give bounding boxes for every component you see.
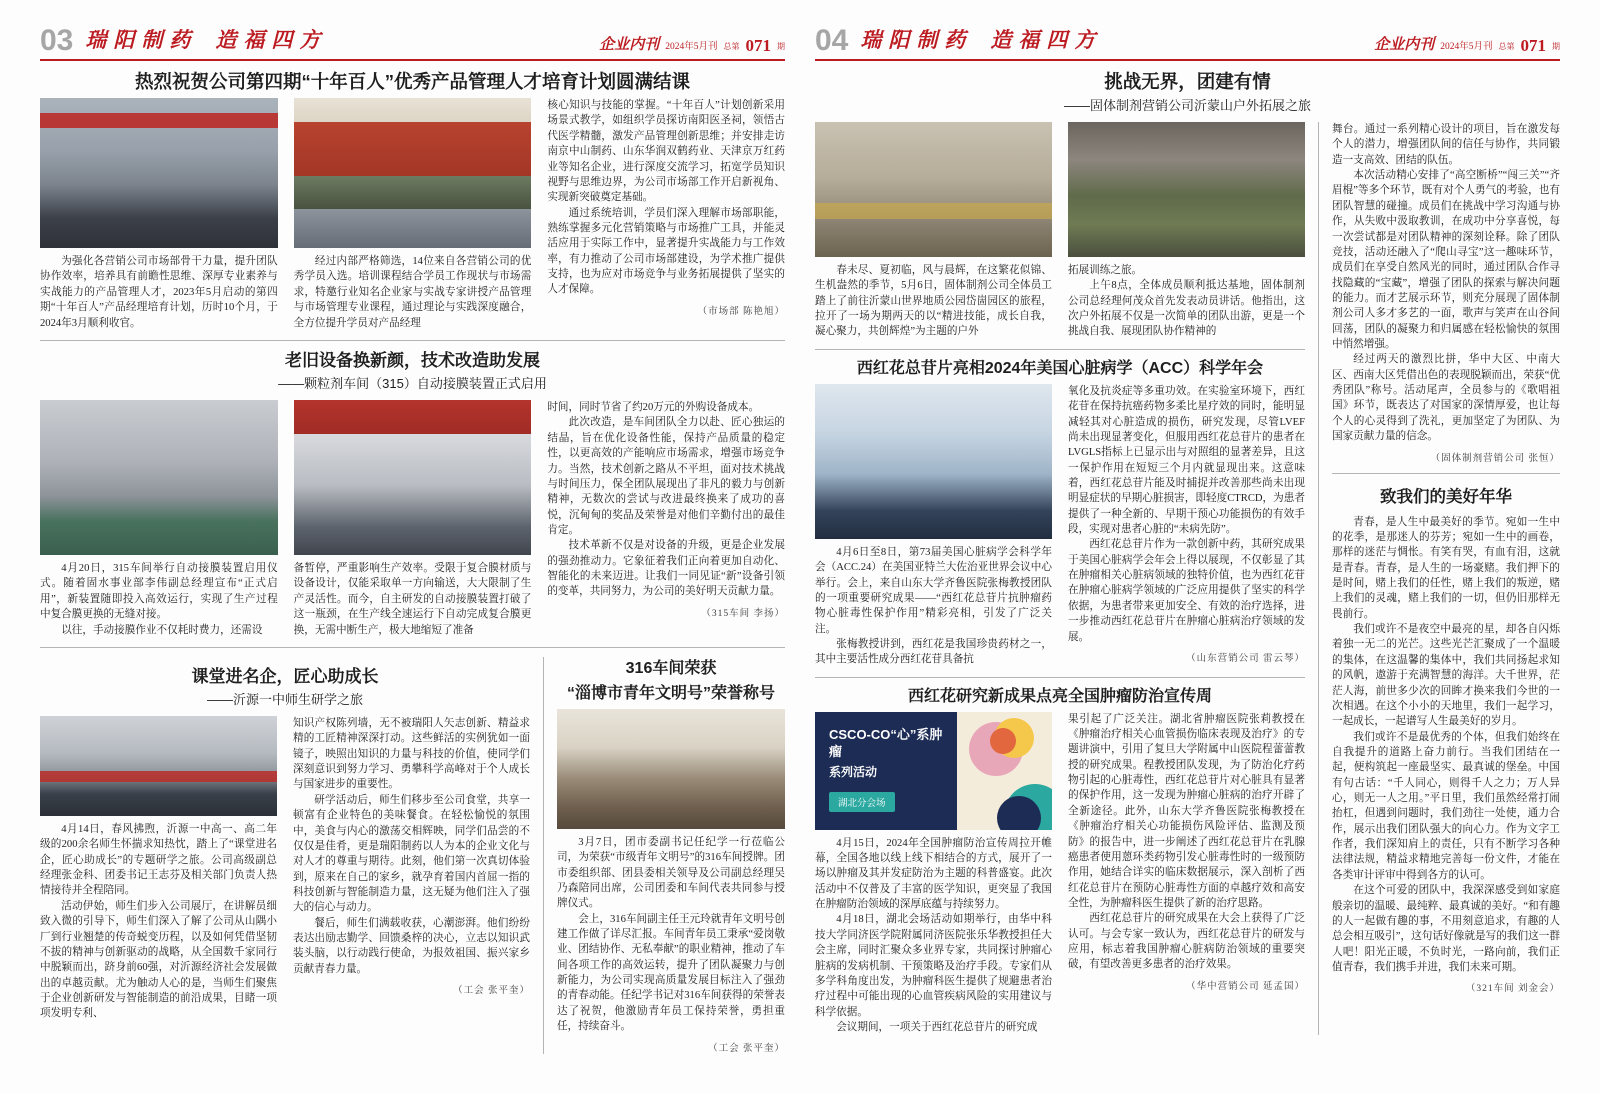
paragraph: 研学活动后，师生们移步至公司食堂，共享一顿富有企业特色的美味餐食。在轻松愉悦的氛围中，美食与内心的激荡交相辉映，同学们品尝的不仅仅是佳肴，更是瑞阳制药以人为本的企业文化与对人才的尊重与期待。此刻，他们第一次真切体验到，原来在自己的家乡，就孕育着国内首屈一指的科技创新与智能制造力量，这无疑为他们注入了强大的信心与动力。 [293, 794, 530, 914]
issue-info [599, 33, 785, 54]
article-title-line2: “淄博市青年文明号”荣誉称号 [566, 684, 775, 702]
byline: （工会 张平奎） [453, 986, 530, 997]
article-talent-program [40, 70, 785, 331]
csco-graphic-shapes [957, 712, 1052, 830]
paragraph: 备暂停，严重影响生产效率。受限于复合膜材质与设备设计，仅能采取单一方向输送，大大限制了生产灵活性。而今，自主研发的自动接膜装置打破了这一瓶颈，在生产线全速运行下自动完成复合膜更换，无需中断生产，极大地缩短了准备 [293, 563, 532, 636]
issue-date: 2024年5月刊 [1440, 42, 1493, 52]
page4-right-column [1319, 122, 1560, 1035]
paragraph: 以往，手动接膜作业不仅耗时费力，还需设 [61, 624, 263, 636]
byline: （固体制剂营销公司 张恒） [1430, 453, 1560, 464]
photo-outdoor-team-activity [815, 122, 1052, 257]
section-divider [815, 677, 1305, 678]
article-youth-essay [1332, 483, 1560, 995]
brand-name: 瑞阳制药 [85, 28, 198, 52]
article-column [547, 98, 785, 331]
paragraph: 拓展训练之旅。 [1068, 265, 1143, 277]
paragraph: 氧化及抗炎症等多重功效。在实验室环境下，西红花苷在保持抗癌药物多柔比星疗效的同时，能明显减轻其对心脏造成的损伤，研究发现，尽管LVEF尚未出现显著变化，但服用西红花总苷片的患者在LVGLS指标上已显示出与对照组的显著差异，且这一保护作用在短短三个月内就显现出来。这意味着，西红花总苷片能及时捕捉并改善那些尚未出现明显症状的早期心脏损害，即轻度CTRCD，为患者提供了一种全新的、早期干预心功能损伤的有效手段，实现对患者心脏的“未病先防”。 [1068, 385, 1305, 536]
article-title: 挑战无界，团建有情 [1104, 71, 1271, 92]
article-column [40, 98, 278, 331]
article-columns [40, 98, 785, 331]
article-column [40, 716, 277, 1022]
photo-students-group [40, 716, 277, 816]
paragraph: 会议期间，一项关于西红花总苷片的研究成 [836, 1022, 1038, 1033]
paragraph: 经过两天的激烈比拼，华中大区、中南大区、西南大区凭借出色的表现脱颖而出，荣获“优秀团队”称号。活动尾声，全员参与的《歌唱祖国》环节，既表达了对国家的深情厚爱，也让每个人的心灵得到了洗礼，更加坚定了为团队、为国家贡献力量的信念。 [1332, 354, 1560, 443]
csco-graphic-text [815, 712, 957, 830]
article-column [1068, 384, 1305, 668]
paragraph: 此次改造，是车间团队全力以赴、匠心独运的结晶，旨在优化设备性能，保持产品质量的稳定性，以更高效的产能响应市场需求，增强市场竞争力。当然，技术创新之路从不平坦，面对技术挑战与时间压力，保全团队展现出了非凡的毅力与创新精神，无数次的尝试与改进最终换来了成功的喜悦，沉甸甸的奖品及荣誉是对他们辛勤付出的最佳肯定。 [547, 417, 785, 536]
page3-masthead [40, 24, 785, 61]
photo-award-banner-workers [294, 400, 532, 555]
paragraph: 上午8点，全体成员顺利抵达基地，固体制剂公司总经理何茂众首先发表动员讲话。他指出，这次户外拓展不仅是一次简单的团队出游，更是一个挑战自我、展现团队协作精神的 [1068, 280, 1305, 338]
page4-number: 04 [815, 24, 849, 57]
article-column [40, 400, 278, 638]
byline: （山东营销公司 雷云琴） [1186, 653, 1305, 664]
byline: （315车间 李扬） [701, 608, 785, 619]
article-column [815, 122, 1052, 340]
photo-indoor-team-formation [1068, 122, 1305, 257]
section-divider [40, 340, 785, 341]
article-column [294, 400, 532, 638]
issue-suffix: 期 [777, 42, 785, 51]
page4-masthead [815, 24, 1560, 61]
paragraph: 时间，同时节省了约20万元的外购设备成本。 [547, 402, 760, 414]
publication-name: 企业内刊 [599, 37, 660, 53]
article-title: 课堂进名企，匠心助成长 [191, 666, 379, 686]
paragraph: 3月7日，团市委副书记任纪学一行莅临公司，为荣获“市级青年文明号”的316车间授牌。团市委组织部、团县委相关领导及公司副总经理吴乃森陪同出席，公司团委和车间代表共同参与授牌仪式。 [557, 836, 785, 910]
article-columns [40, 400, 785, 638]
article-title: 热烈祝贺公司第四期“十年百人”优秀产品管理人才培育计划圆满结课 [134, 71, 690, 92]
byline: （市场部 陈艳旭） [697, 306, 785, 317]
paragraph: 4月18日，湖北会场活动如期举行，由华中科技大学同济医学院附属同济医院张乐华教授担任大会主席，同时汇聚众多业界专家，共同探讨肿瘤心脏病的发病机制、干预策略及治疗手段。专家们从多学科角度出发，为肿瘤科医生提供了规避患者治疗过程中可能出现的心血管疾病风险的实用建议与科学依据。 [815, 914, 1052, 1018]
issue-prefix: 总第 [723, 42, 740, 51]
article-columns [815, 712, 1305, 1036]
page3-bottom-region [40, 657, 785, 1054]
article-title-line1: 316车间荣获 [625, 659, 717, 677]
brand-slogan: 造福四方 [990, 28, 1103, 52]
byline: （华中营销公司 延孟国） [1186, 981, 1305, 992]
article-title: 西红花研究新成果点亮全国肿瘤防治宣传周 [907, 687, 1212, 705]
decorative-circle [990, 728, 1016, 754]
paragraph: 青春，是人生中最美好的季节。宛如一生中的花季，是那迷人的芬芳；宛如一生中的画卷，那样的迷茫与惆怅。有笑有哭，有血有泪，这就是青春。青春，是人生的一场豪赌。我们押下的是时间，赌上我们的任性，赌上我们的叛逆，赌上我们的灵魂，赌上我们的一切，但仍旧那样无畏前行。 [1332, 516, 1560, 620]
paragraph: 舞台。通过一系列精心设计的项目，旨在激发每个人的潜力，增强团队间的信任与协作，共同锻造一支高效、团结的队伍。 [1332, 124, 1560, 166]
article-school-visit [40, 657, 544, 1054]
page4-left-area [815, 122, 1319, 1035]
page4-main-region [815, 122, 1560, 1035]
paragraph: 本次活动精心安排了“高空断桥”“闯三关”“齐眉棍”等多个环节，既有对个人勇气的考验，也有团队智慧的碰撞。成员们在挑战中学习沟通与协作，从失败中汲取教训，在成功中分享喜悦，每一次尝试都是对团队精神的深刻诠释。除了团队竞技，活动还融入了“爬山寻宝”这一趣味环节，成员们在享受自然风光的同时，通过团队合作寻找隐藏的“宝藏”，增强了团队的探索与解决问题的能力。而才艺展示环节，则充分展现了固体制剂公司人多才多艺的一面，歌声与笑声在山谷间回荡，团队的凝聚力和归属感在轻松愉快的氛围中悄然增强。 [1332, 170, 1560, 351]
issue-prefix: 总第 [1498, 42, 1515, 51]
article-column [1068, 712, 1305, 1036]
byline: （321车间 刘金会） [1465, 984, 1560, 995]
page3-number: 03 [40, 24, 74, 57]
paragraph: 会上，316车间副主任王元玲就青年文明号创建工作做了详尽汇报。车间青年员工秉承“爱岗敬业、团结协作、无私奉献”的职业精神，推动了车间各项工作的高效运转，提升了团队凝聚力与创新能力，为公司实现高质量发展目标注入了强劲的青春动能。任纪学书记对316车间获得的荣誉表达了祝贺，他激励青年员工保持荣誉，勇担重任，持续奋斗。 [557, 913, 785, 1033]
article-column [294, 98, 532, 331]
paragraph: 4月14日，春风拂煦，沂源一中高一、高二年级的200余名师生怀揣求知热忱，踏上了“课堂进名企，匠心助成长”的专题研学之旅。公司高级副总经理张金科、团委书记王志芬及相关部门负责人热情接待并全程陪同。 [40, 824, 277, 897]
article-column [1068, 122, 1305, 340]
publication-name: 企业内刊 [1374, 37, 1435, 53]
brand-slogan: 造福四方 [215, 28, 328, 52]
photo-award-ceremony-room [557, 709, 785, 829]
article-column [815, 384, 1052, 668]
page-04 [815, 24, 1560, 1076]
byline: （工会 张平奎） [708, 1043, 785, 1054]
csco-title-line2: 系列活动 [829, 764, 878, 779]
paragraph: 张梅教授讲到，西红花是我国珍贵药材之一，其中主要活性成分西红花苷具备抗 [815, 638, 1052, 666]
section-divider [40, 647, 785, 648]
page-03 [40, 24, 785, 1076]
issue-number: 071 [1520, 36, 1546, 55]
brand-name: 瑞阳制药 [860, 28, 973, 52]
article-acc-conference [815, 359, 1305, 668]
paragraph: 技术革新不仅是对设备的升级，更是企业发展的强劲推动力。它象征着我们正向着更加自动化、智能化的未来迈进。让我们一同见证“新”设备引领的变革，共同努力，为公司的美好明天贡献力量。 [547, 540, 785, 598]
photo-training-class-group [40, 98, 278, 248]
paragraph: 活动伊始，师生们步入公司展厅，在讲解员细致入微的引导下，师生们深入了解了公司从山隅小厂到行业翘楚的传奇蜕变历程，以及如何凭借坚韧不拔的精神与创新驱动的战略，从全国数千家同行中脱颖而出，跻身前60强，对沂源经济社会发展做出的卓越贡献。尤为触动人心的是，当师生们聚焦于企业创新研发与智能制造的前沿成果，目睹一项项发明专利、 [40, 900, 277, 1020]
paragraph: 核心知识与技能的掌握。“十年百人”计划创新采用场景式教学，如组织学员探访南阳医圣祠，领悟古代医学精髓，激发产品管理创新思维；并安排走访南京中山制药、山东华润双鹤药业、天津京万红药业等知名企业，进行深度交流学习，拓宽学员知识视野与思维边界，为公司市场部工作开启新视角、实现新突破奠定基础。 [547, 100, 785, 204]
section-divider [815, 349, 1305, 350]
article-title: 西红花总苷片亮相2024年美国心脏病学（ACC）科学年会 [856, 359, 1264, 377]
article-title: 致我们的美好年华 [1380, 487, 1512, 506]
paragraph: 在这个可爱的团队中，我深深感受到如家庭般亲切的温暖、最纯粹、最真诚的美好。“和有趣的人一起做有趣的事，不用刻意追求，有趣的人总会相互吸引”，这句话好像就是写的我们这一群人吧！阳光正暖，不负时光，一路向前，我们正值青春，我们携手并进，我们未来可期。 [1332, 885, 1560, 973]
csco-event-graphic [815, 712, 1052, 830]
article-teambuilding-columns [815, 122, 1305, 340]
article-subtitle: ——颗粒剂车间（315）自动接膜装置正式启用 [278, 376, 547, 392]
paragraph: 西红花总苷片的研究成果在大会上获得了广泛认可。与会专家一致认为，西红花总苷片的研发与应用，标志着我国肿瘤心脏病防治领域的重要突破，有望改善更多患者的治疗效果。 [1068, 913, 1305, 971]
article-subtitle: ——固体制剂营销公司沂蒙山户外拓展之旅 [1063, 98, 1311, 114]
issue-info [1374, 33, 1560, 54]
article-columns [815, 384, 1305, 668]
paragraph: 我们或许不是夜空中最亮的星，却各自闪烁着独一无二的光芒。这些光芒汇聚成了一个温暖的集体，在这温馨的集体中，我们共同扬起求知的风帆，遨游于充满智慧的海洋。大千世界，茫茫人海，前世多少次的回眸才换来我们今世的一次相遇。在这个小小的天地里，我们一起学习，一起成长，一起谱写人生最美好的岁月。 [1332, 624, 1560, 728]
photo-poster-presentation [815, 384, 1052, 539]
photo-workshop-machine [40, 400, 278, 555]
photo-nanyang-study-gate [294, 98, 532, 248]
paragraph: 4月20日，315车间举行自动接膜装置启用仪式。随着固水事业部李伟副总经理宣布“正式启用”，新装置随即投入高效运行，实现了生产过程中复合膜更换的无缝对接。 [40, 563, 278, 621]
article-column [293, 716, 530, 1022]
paragraph: 餐后，师生们满载收获，心潮澎湃。他们纷纷表达出励志勤学、回馈桑梓的决心，立志以知识武装头脑，以行动践行使命，为报效祖国、振兴家乡贡献青春力量。 [293, 917, 530, 975]
article-column [547, 400, 785, 638]
article-columns [40, 716, 530, 1022]
article-equipment-upgrade [40, 350, 785, 638]
article-subtitle: ——沂源一中师生研学之旅 [206, 692, 363, 708]
paragraph: 4月15日，2024年全国肿瘤防治宣传周拉开帷幕，全国各地以线上线下相结合的方式，展开了一场以肿瘤及其并发症防治为主题的科普盛宴。此次活动中不仅普及了丰富的医学知识，更突显了我国在肿瘤防治领域的深厚底蕴与持续努力。 [815, 837, 1052, 911]
article-tumor-prevention-week [815, 687, 1305, 1036]
article-column [815, 712, 1052, 1036]
issue-date: 2024年5月刊 [665, 42, 718, 52]
paragraph: 通过系统培训，学员们深入理解市场部职能，熟练掌握多元化营销策略与市场推广工具，并能灵活应用于实际工作中，显著提升实战能力与工作效率，有力推动了公司市场部建设，为学术推广提供支持，也为应对市场竞争与业务拓展提供了坚实的人才保障。 [547, 207, 785, 296]
article-title: 老旧设备换新颜，技术改造助发展 [285, 350, 540, 370]
paragraph: 果引起了广泛关注。湖北省肿瘤医院张莉教授在《肿瘤治疗相关心血管损伤临床表现及治疗》的专题讲演中，引用了复旦大学附属中山医院程蕾蕾教授的研究成果。程教授团队发现，为了防治化疗药物引起的心脏毒性，西红花总苷片对心脏具有显著的保护作用，这一发现为肿瘤心脏病的治疗开辟了全新途径。此外，山东大学齐鲁医院张梅教授在《肿瘤治疗相关心功能损伤风险评估、监测及预防》的报告中，进一步阐述了西红花总苷片在乳腺癌患者使用蒽环类药物引发心脏毒性时的一级预防作用，她结合详实的临床数据展示，深入剖析了西红花总苷片在预防心脏毒性方面的卓越疗效和高安全性，为肿瘤科医生提供了新的治疗思路。 [1068, 713, 1305, 909]
paragraph: 西红花总苷片作为一款创新中药，其研究成果于美国心脏病学会年会上得以展现，不仅彰显了其在肿瘤相关心脏病领域的独特价值，也为西红花苷在肿瘤心脏病学领域的广泛应用提供了坚实的科学依据，为患者带来更加安全、有效的治疗选择，进一步推动西红花总苷片在肿瘤心脏病治疗领域的发展。 [1068, 539, 1305, 643]
paragraph: 知识产权陈列墙，无不被瑞阳人矢志创新、精益求精的工匠精神深深打动。这些鲜活的实例犹如一面镜子，映照出知识的力量与科技的价值，使同学们深刻意识到努力学习、勇攀科学高峰对于个人成长与国家进步的重要性。 [293, 718, 530, 791]
issue-number: 071 [745, 36, 771, 55]
article-civilized-youth-award [544, 657, 785, 1054]
paragraph: 为强化各营销公司市场部骨干力量，提升团队协作效率，培养具有前瞻性思维、深厚专业素养与实战能力的产品管理人才，2023年5月启动的第四期“十年百人”产品经理培育计划，历时10个月，于2024年3月顺利收官。 [40, 256, 278, 329]
csco-venue-badge: 湖北分会场 [829, 792, 895, 812]
paragraph: 4月6日至8日，第73届美国心脏病学会科学年会（ACC.24）在美国亚特兰大佐治亚世界会议中心举行。会上，来自山东大学齐鲁医院张梅教授团队的一项重要研究成果——“西红花总苷片抗肿瘤药物心脏毒性保护作用”精彩亮相，引发了广泛关注。 [815, 546, 1052, 635]
paragraph: 经过内部严格筛选，14位来自各营销公司的优秀学员入选。培训课程结合学员工作现状与市场需求，特邀行业知名企业家与实战专家讲授产品管理与市场管理专业课程，通过理论与实践深度融合，全方位提升学员对产品经理 [293, 256, 532, 329]
issue-suffix: 期 [1552, 42, 1560, 51]
csco-title-line1: CSCO-CO“心”系肿瘤 [829, 726, 943, 760]
paragraph: 春未尽、夏初临，风与晨辉，在这繁花似锦、生机盎然的季节，5月6日，固体制剂公司全体员工踏上了前往沂蒙山世界地质公园岱崮园区的旅程，拉开了一场为期两天的以“精进技能，成长自我，凝心聚力，共创辉煌”为主题的户外 [815, 265, 1052, 338]
paragraph: 我们或许不是最优秀的个体，但我们始终在自我提升的道路上奋力前行。当我们团结在一起，便构筑起一座最坚实、最真诚的堡垒。中国有句古话：“千人同心，则得千人之力；万人异心，则无一人之用。”平日里，我们虽然经常打闹抬杠，但遇到问题时，我们劲往一处使，通力合作，展示出我们团队强大的向心力。作为文字工作者，我们深知肩上的责任，只有不断学习各种法律法规，精益求精地完善每一份文件，才能在各类审计评审中得到各方的认可。 [1332, 731, 1560, 881]
section-divider [1332, 473, 1560, 474]
